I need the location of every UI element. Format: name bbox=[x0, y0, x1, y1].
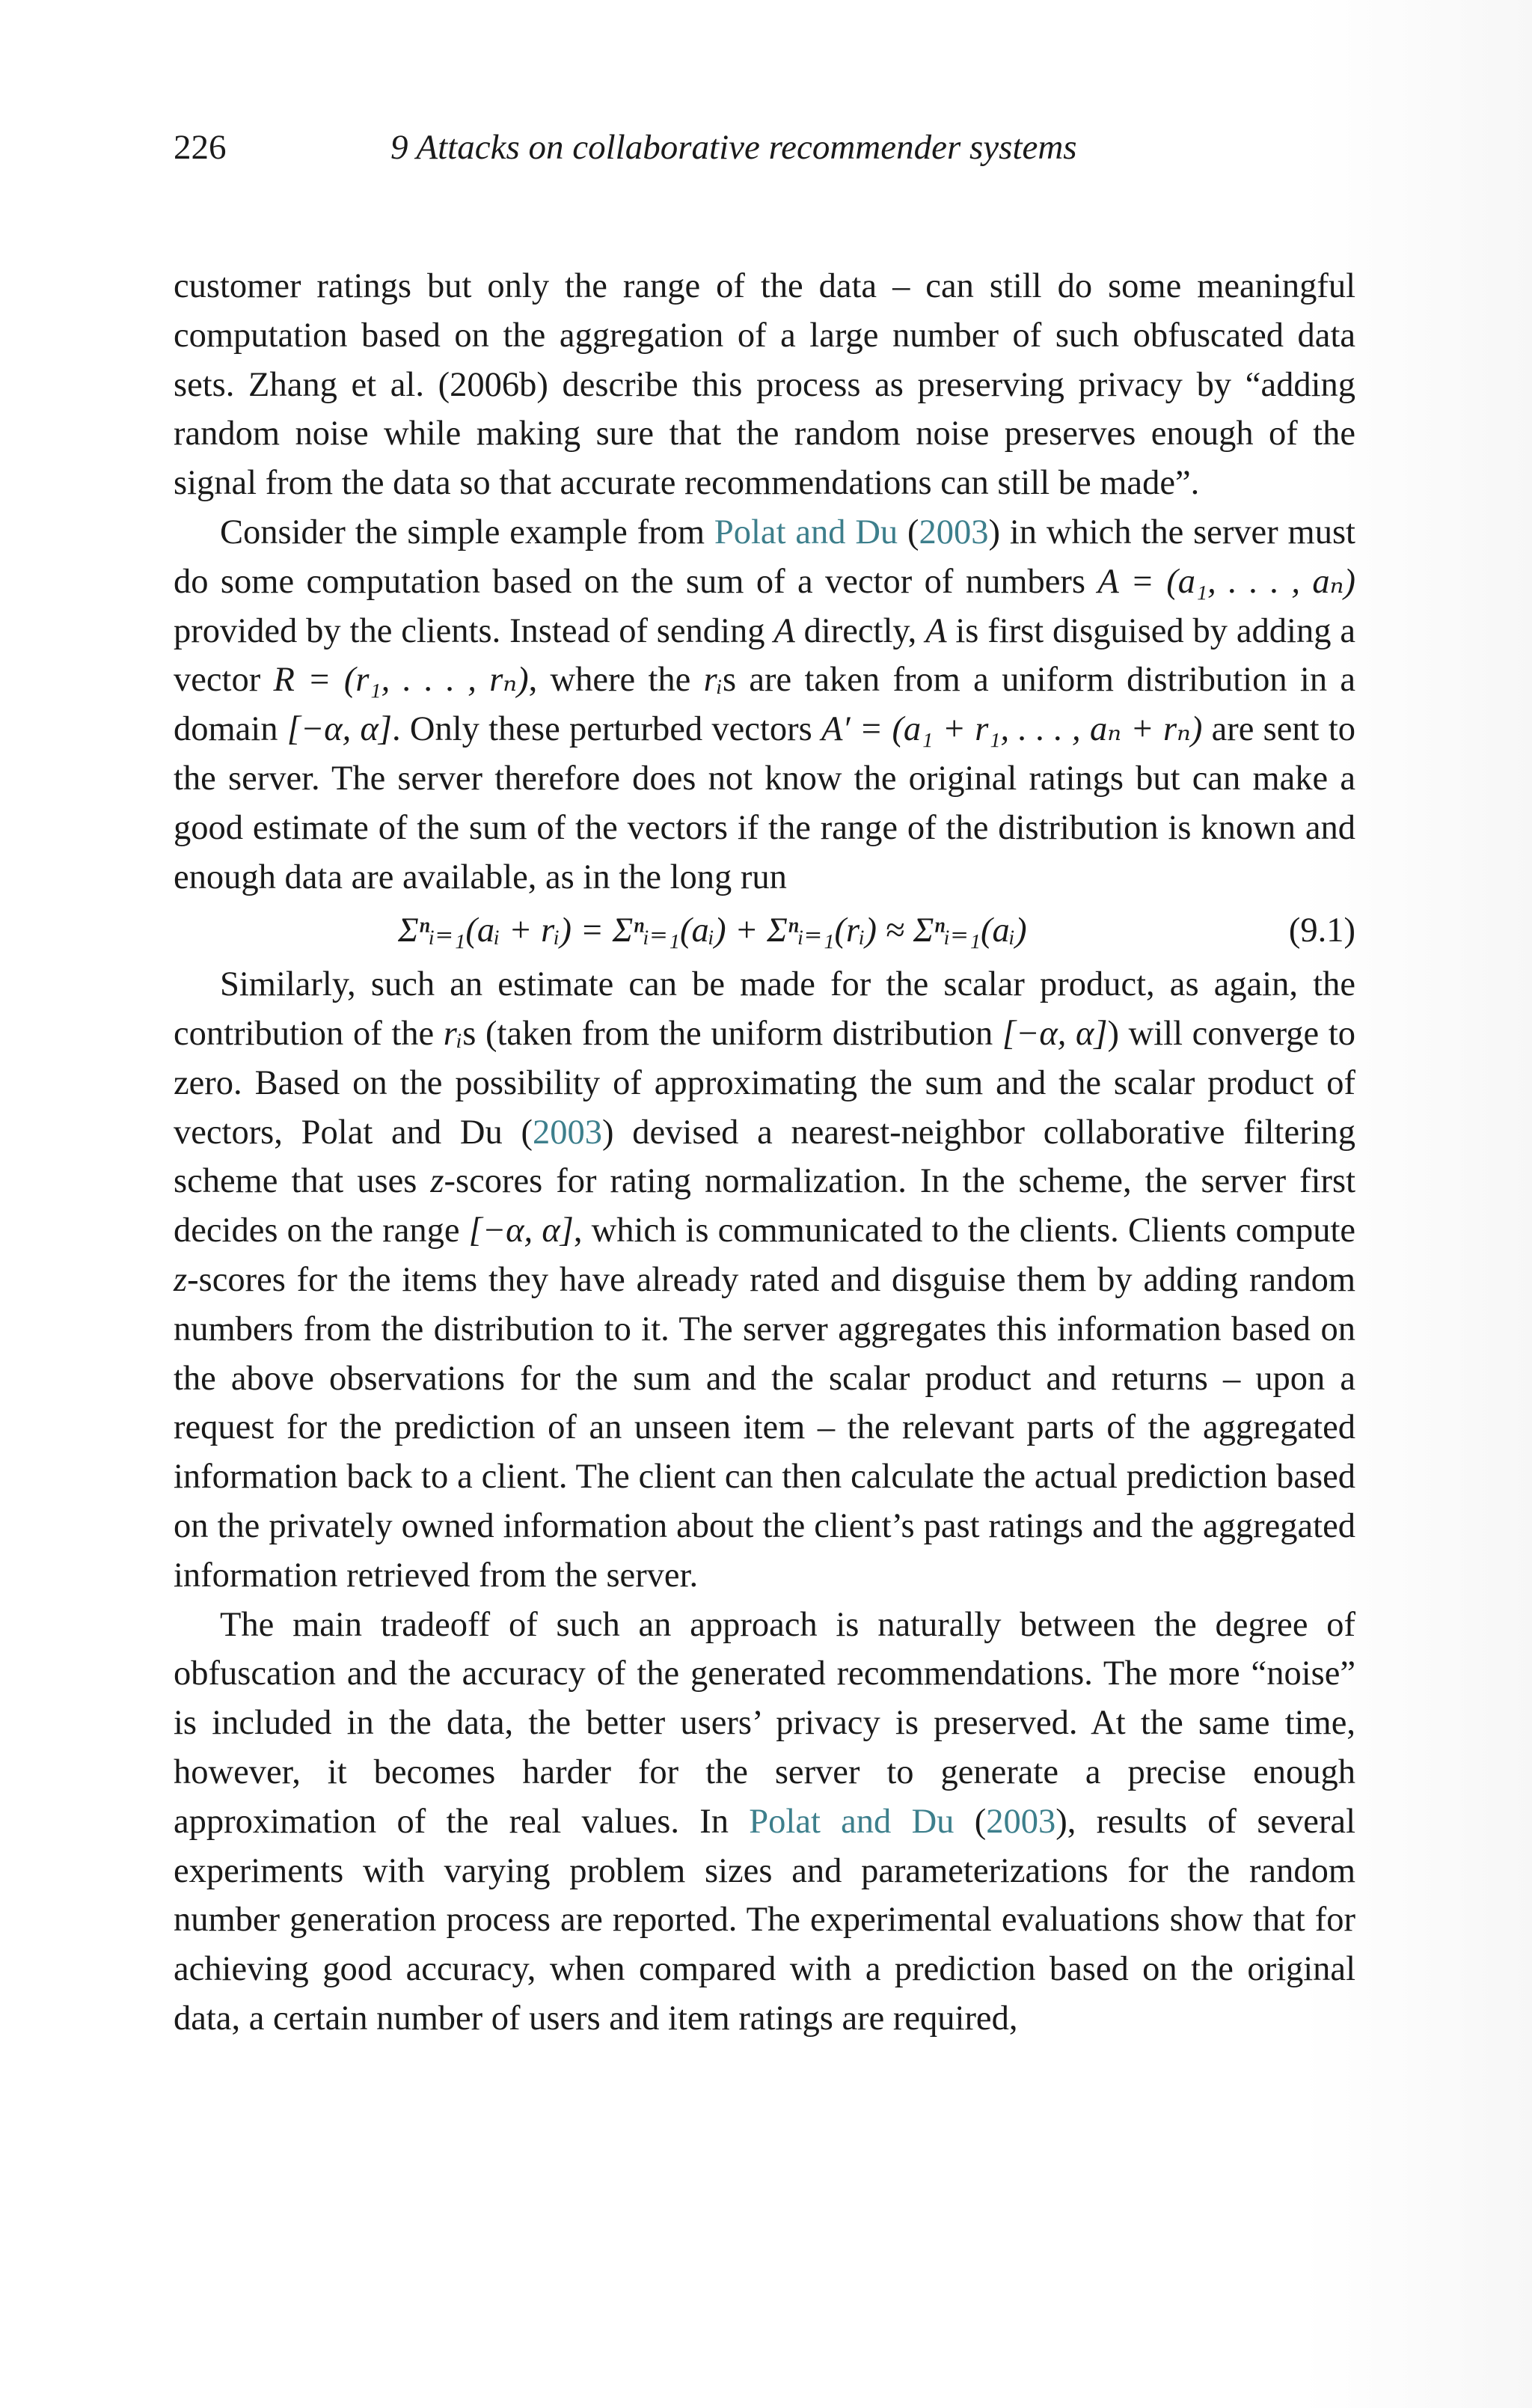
math-inline: z bbox=[430, 1162, 444, 1201]
text-run: ) will converge to zero. Based on the possibility of approximating the sum and the scalar product of vectors, Polat and Du ( bbox=[174, 1014, 1356, 1152]
text-run: Similarly, such an estimate can be made for the scalar product, as again, the contribution of the bbox=[174, 965, 1355, 1053]
citation-link-authors[interactable]: Polat and Du bbox=[714, 513, 898, 551]
text-run: are sent to the server. The server therefore does not know the original ratings but can make a good estimate of the sum of the vectors if the range of the distribution is known and enough data are available, as in the long run bbox=[174, 710, 1355, 896]
paragraph-1 bbox=[174, 262, 1355, 508]
text-run: is first disguised by adding a vector bbox=[174, 611, 1355, 700]
math-inline: A = (a₁, . . . , aₙ) bbox=[1097, 562, 1355, 601]
math-inline: [−α, α] bbox=[1002, 1014, 1108, 1053]
text-run: , which is communicated to the clients. Clients compute bbox=[573, 1211, 1356, 1250]
citation-link-year[interactable]: 2003 bbox=[533, 1113, 603, 1152]
paragraph-3 bbox=[174, 960, 1355, 1600]
text-run: -scores for rating normalization. In the scheme, the server first decides on the range bbox=[174, 1162, 1355, 1250]
text-run: . Only these perturbed vectors bbox=[392, 710, 821, 749]
math-inline: rᵢ bbox=[703, 661, 723, 700]
text-run: directly, bbox=[794, 611, 926, 650]
equation-expression: Σⁿᵢ₌₁(aᵢ + rᵢ) = Σⁿᵢ₌₁(aᵢ) + Σⁿᵢ₌₁(rᵢ) ≈ Σⁿᵢ₌₁(aᵢ) bbox=[398, 911, 1027, 950]
math-inline: A′ = (a₁ + r₁, . . . , aₙ + rₙ) bbox=[821, 710, 1203, 749]
text-run: ) devised a nearest-neighbor collaborative filtering scheme that uses bbox=[174, 1113, 1355, 1201]
chapter-title: 9 Attacks on collaborative recommender systems bbox=[390, 128, 1077, 167]
text-run: , where the bbox=[528, 661, 704, 700]
math-inline: A bbox=[925, 611, 947, 650]
citation-link-year[interactable]: 2003 bbox=[986, 1802, 1056, 1841]
text-run: The main tradeoff of such an approach is naturally between the degree of obfuscation and the accuracy of the generated recommendations. The more “noise” is included in the data, the better users’ privacy is preserved. At the same time, however, it becomes harder for the server to generate a precise enough approximation of the real values. In bbox=[174, 1605, 1355, 1841]
paragraph-2 bbox=[174, 508, 1355, 902]
page-number: 226 bbox=[174, 128, 227, 167]
text-run: provided by the clients. Instead of sending bbox=[174, 611, 774, 650]
math-inline: R = (r₁, . . . , rₙ) bbox=[273, 661, 529, 700]
text-run: ( bbox=[954, 1802, 987, 1841]
equation-number: (9.1) bbox=[1288, 911, 1355, 950]
math-inline: [−α, α] bbox=[287, 710, 393, 749]
text-run: ), results of several experiments with varying problem sizes and parameterizations for the random number generation process are reported. The experimental evaluations show that for achieving good accuracy, when compared with a prediction based on the original data, a certain number of users and item ratings are required, bbox=[174, 1802, 1355, 2038]
running-head bbox=[174, 121, 1355, 174]
math-inline: [−α, α] bbox=[468, 1211, 574, 1250]
math-inline: rᵢ bbox=[443, 1014, 463, 1053]
equation-9-1 bbox=[174, 906, 1355, 956]
text-run: ( bbox=[898, 513, 919, 551]
citation-link-year[interactable]: 2003 bbox=[919, 513, 989, 551]
text-run: Consider the simple example from bbox=[220, 513, 714, 551]
body-text bbox=[174, 262, 1355, 2044]
math-inline: z bbox=[174, 1260, 188, 1299]
paragraph-1-text: customer ratings but only the range of the data – can still do some meaningful computation based on the aggregation of a large number of such obfuscated data sets. Zhang et al. (2006b) describe this process as preserving privacy by “adding random noise while making sure that the random noise preserves enough of the signal from the data so that accurate recommendations can still be made”. bbox=[174, 267, 1355, 503]
text-run: s (taken from the uniform distribution bbox=[462, 1014, 1002, 1053]
paragraph-4 bbox=[174, 1601, 1355, 2044]
text-run: -scores for the items they have already rated and disguise them by adding random numbers from the distribution to it. The server aggregates this information based on the above observations for the sum and the scalar product and returns – upon a request for the prediction of an unseen item – the relevant parts of the aggregated information back to a client. The client can then calculate the actual prediction based on the privately owned information about the client’s past ratings and the aggregated information retrieved from the server. bbox=[174, 1260, 1355, 1595]
citation-link-authors[interactable]: Polat and Du bbox=[749, 1802, 955, 1841]
math-inline: A bbox=[773, 611, 795, 650]
text-run: ) in which the server must do some computation based on the sum of a vector of numbers bbox=[174, 513, 1355, 601]
text-run: s are taken from a uniform distribution in a domain bbox=[174, 661, 1355, 749]
